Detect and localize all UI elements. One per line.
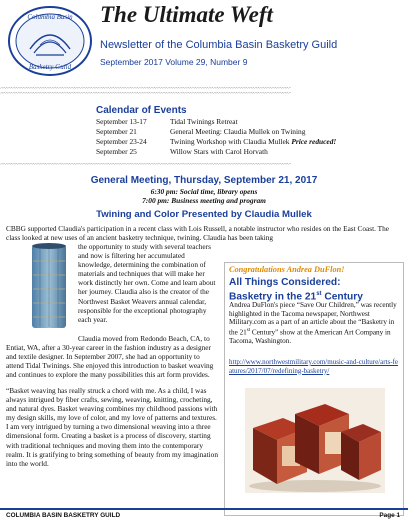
article-paragraph-1-wrap: the opportunity to study with several teachers and now is filtering her accumulated knowledge, determining the combination of materials and techniques that will make her work distinctly her own. Come and learn about her journey. Claudia also is the creator of the Northwest Basket Weavers annual calendar, responsible for the exceptional photography each year. xyxy=(78,242,216,324)
article-link[interactable]: http://www.northwestmilitary.com/music-and-culture/arts-features/2017/07/redefining-basketry/ xyxy=(229,358,398,375)
sidebar-heading-line2-end: Century xyxy=(321,290,363,302)
calendar-event: Willow Stars with Carol Horvath xyxy=(170,146,268,156)
sidebar-heading-line2: Basketry in the 21 xyxy=(229,290,317,302)
divider-top: >>>>>>>>>>>>>>>>>>>>>>>>>>>>>>>>>>>>>>>>>>>>>>>>>>>>>>>>>>>>>>>>>>>>>>>>>>>>>>>>>>>>>>>>>>>>>>>>>>>>>>>>>>>>>>>>>>>>>>>> xyxy=(0,87,291,91)
calendar-item xyxy=(96,137,336,147)
sidebar-body-text-end: Century” show at the American Art Company in Tacoma, Washington. xyxy=(229,328,391,345)
issue-info: September 2017 Volume 29, Number 9 xyxy=(100,57,248,67)
calendar-title: Calendar of Events xyxy=(96,105,187,116)
sidebar-congrats: Congratulations Andrea DuFlon! xyxy=(229,265,345,274)
article-heading: Twining and Color Presented by Claudia Mullek xyxy=(96,209,312,220)
calendar-event-emphasis: Price reduced! xyxy=(291,136,337,146)
footer-rule xyxy=(0,508,408,510)
meeting-business-time: 7:00 pm: Business meeting and program xyxy=(142,196,266,205)
calendar-event: General Meeting: Claudia Mullek on Twining xyxy=(170,126,306,136)
article-paragraph-2: Entiat, WA, after a 30-year career in the fashion industry as a designer and textile designer. In September 2007, she had an opportunity to attend Tidal Twinings. She enjoyed this introduction to basket weaving and continues to explore the many possibilities this art form provides. xyxy=(6,343,214,380)
article-paragraph-3: “Basket weaving has really struck a chord with me. As a child, I was always intrigued by fiber crafts, sewing, weaving, knitting, crocheting, and natural dyes. Basket weaving combines my childhood passions with my design skills, my love of color, and my love of patterns and textures. I am very intrigued by turning a two dimensional weaving into a three dimensional form. Creating a basket is a process of discovery, starting with traditional techniques and moving them into the contemporary realm. It is gratifying to bring something of beauty from my imagination into the world. xyxy=(6,386,218,468)
calendar-item xyxy=(96,127,336,137)
basket-cubes-photo xyxy=(245,388,385,493)
article-paragraph-2-start: Claudia moved from Redondo Beach, CA, to xyxy=(78,334,210,343)
footer-page-number: Page 1 xyxy=(379,512,400,519)
svg-text:Basketry Guild: Basketry Guild xyxy=(28,63,72,71)
sidebar-body-sup: st xyxy=(246,327,251,333)
calendar-date: September 13-17 xyxy=(96,117,147,126)
twined-basket-photo xyxy=(30,241,68,332)
calendar-event: Tidal Twinings Retreat xyxy=(170,117,238,126)
meeting-social-time: 6:30 pm: Social time, library opens xyxy=(150,187,258,196)
calendar-date: September 21 xyxy=(96,126,137,136)
svg-text:Columbia Basin: Columbia Basin xyxy=(27,13,73,21)
article-paragraph-1: CBBG supported Claudia's participation in a recent class with Lois Russell, a notable instructor who resides on the East Coast. The class looked at new uses of an ancient basketry technique, twining. Claudia has been taking xyxy=(6,224,389,243)
sidebar-heading xyxy=(229,277,399,302)
newsletter-subtitle: Newsletter of the Columbia Basin Basketry Guild xyxy=(100,39,338,51)
calendar-date: September 23-24 xyxy=(96,136,147,146)
guild-logo xyxy=(6,3,94,79)
sidebar-body xyxy=(229,301,399,345)
sidebar-heading-line1: All Things Considered: xyxy=(229,277,341,288)
calendar-date: September 25 xyxy=(96,146,137,156)
meeting-heading: General Meeting, Thursday, September 21, 2017 xyxy=(90,175,318,186)
divider-top-2: >>>>>>>>>>>>>>>>>>>>>>>>>>>>>>>>>>>>>>>>>>>>>>>>>>>>>>>>>>>>>>>>>>>>>>>>>>>>>>>>>>>>>>>>>>>>>>>>>>>>>>>>>>>>>>>>>>>>>>>> xyxy=(0,92,291,96)
calendar-event: Twining Workshop with Claudia Mullek xyxy=(170,136,292,146)
footer-guild-name: COLUMBIA BASIN BASKETRY GUILD xyxy=(6,512,121,519)
sidebar-heading-sup: st xyxy=(316,290,322,297)
newsletter-title: The Ultimate Weft xyxy=(100,2,273,27)
calendar-item xyxy=(96,117,336,127)
sidebar-body-text: Andrea DuFlon's piece “Save Our Children,” was recently highlighted in the Tacoma newspaper, Northwest Military.com as a part of an article about the “Basketry in the 21 xyxy=(229,301,397,337)
calendar-item xyxy=(96,147,336,157)
divider-middle: >>>>>>>>>>>>>>>>>>>>>>>>>>>>>>>>>>>>>>>>>>>>>>>>>>>>>>>>>>>>>>>>>>>>>>>>>>>>>>>>>>>>>>>>>>>>>>>>>>>>>>>>>>>>>>>>>>>>>>>> xyxy=(0,163,291,167)
calendar-list xyxy=(96,117,336,157)
